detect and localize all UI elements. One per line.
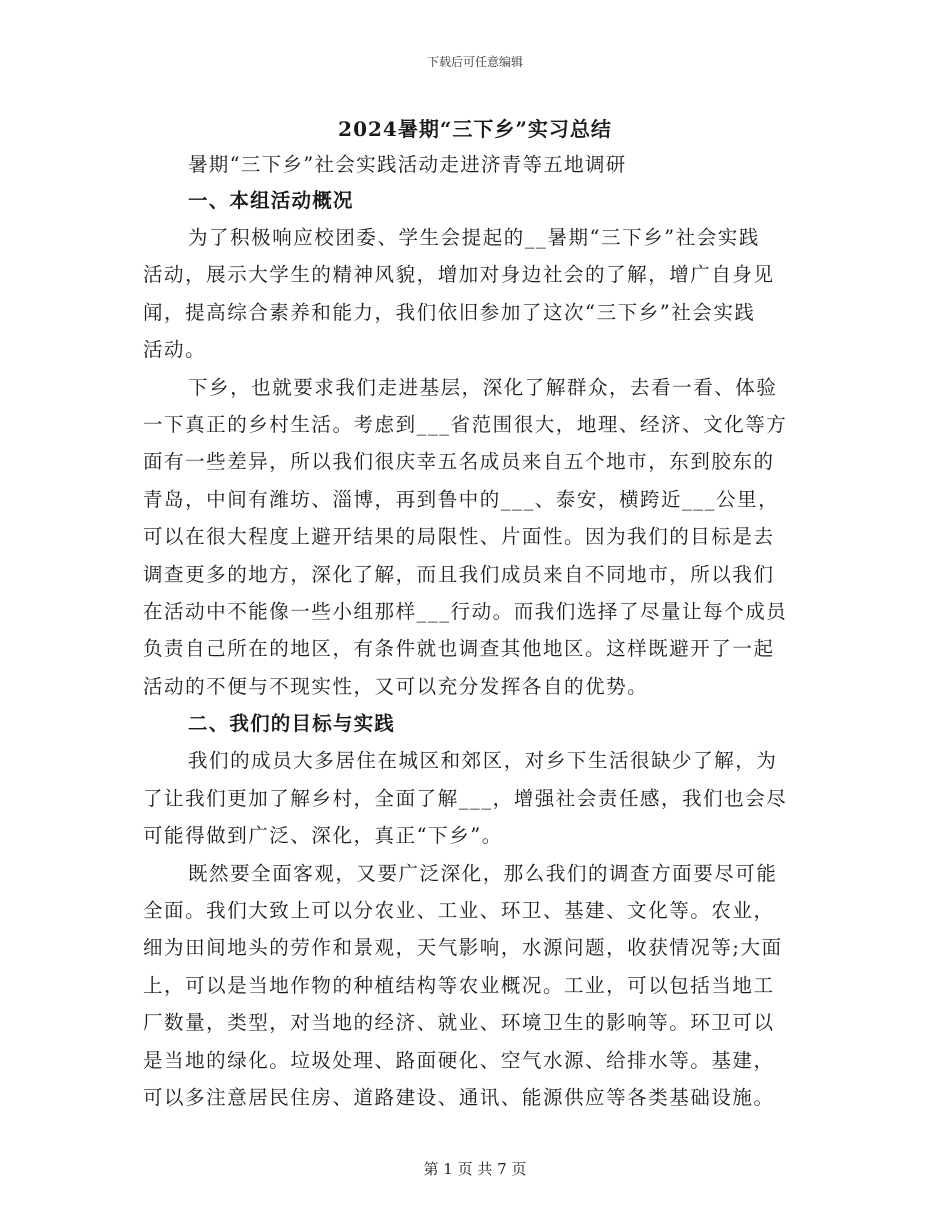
section-heading-goals: 二、我们的目标与实践	[188, 712, 396, 736]
paragraph: 既然要全面客观，又要广泛深化，那么我们的调查方面要尽可能 全面。我们大致上可以分农业、工业、环卫、基建、文化等。农业， 细为田间地头的劳作和景观，天气影响，水源问题，收获情况等;大面 上，可以是当地作物的种植结构等农业概况。工业，可以包括当地工 厂数量，类型，对当地的经济、就业、环境卫生的影响等。环卫可以 是当地的绿化。垃圾处理、路面硬化、空气水源、给排水等。基建， 可以多注意居民住房、道路建设、通讯、能源供应等各类基础设施。	[143, 861, 783, 1109]
document-body	[143, 182, 807, 1116]
section-heading-overview: 一、本组活动概况	[188, 189, 354, 212]
editable-note: 下载后可任意编辑	[426, 55, 523, 69]
paragraph: 为了积极响应校团委、学生会提起的__暑期“三下乡”社会实践 活动，展示大学生的精神风貌，增加对身边社会的了解，增广自身见 闻，提高综合素养和能力，我们依旧参加了这次“三下乡”社会实践 活动。	[143, 226, 775, 362]
paragraph: 下乡，也就要求我们走进基层，深化了解群众，去看一看、体验 一下真正的乡村生活。考虑到___省范围很大，地理、经济、文化等方 面有一些差异，所以我们很庆幸五名成员来自五个地市，东到胶东的 青岛，中间有潍坊、淄博，再到鲁中的___、泰安，横跨近___公里， 可以在很大程度上避开结果的局限性、片面性。因为我们的目标是去 调查更多的地方，深化了解，而且我们成员来自不同地市，所以我们 在活动中不能像一些小组那样___行动。而我们选择了尽量让每个成员 负责自己所在的地区，有条件就也调查其他地区。这样既避开了一起 活动的不便与不现实性，又可以充分发挥各自的优势。	[143, 375, 788, 698]
paragraph: 我们的成员大多居住在城区和郊区，对乡下生活很缺少了解，为 了让我们更加了解乡村，全面了解___，增强社会责任感，我们也会尽 可能得做到广泛、深化，真正“下乡”。	[143, 749, 788, 848]
document-title: 2024暑期“三下乡”实习总结	[338, 117, 612, 141]
document-subtitle: 暑期“三下乡”社会实践活动走进济青等五地调研	[188, 153, 627, 176]
page-indicator: 第 1 页 共 7 页	[423, 1160, 527, 1178]
